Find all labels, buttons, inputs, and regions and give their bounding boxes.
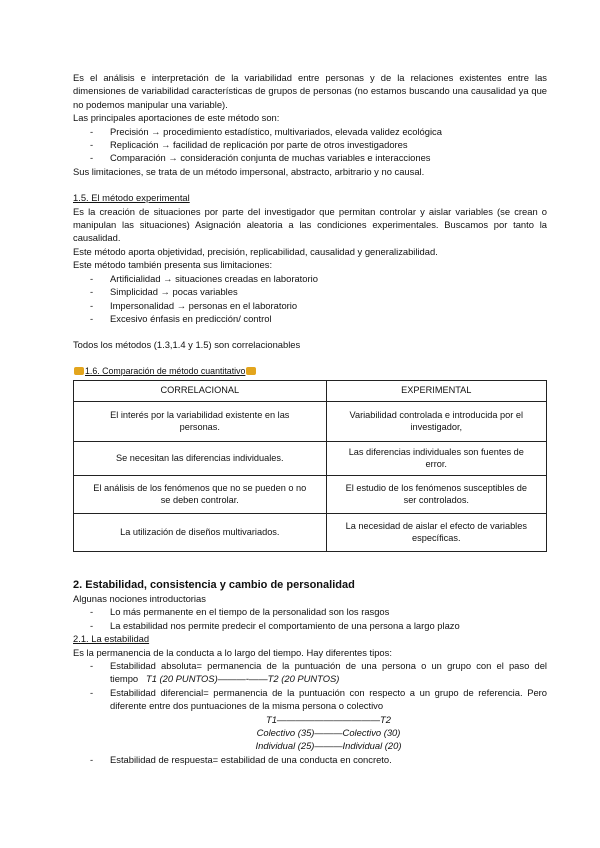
section-heading-2-1: 2.1. La estabilidad [73, 633, 150, 645]
list-item: - Simplicidad → pocas variables [73, 285, 547, 298]
table-row [74, 475, 547, 513]
table-header-cell: CORRELACIONAL [74, 380, 327, 401]
limitaciones-text: Sus limitaciones, se trata de un método impersonal, abstracto, arbitrario y no causal. [73, 165, 425, 177]
list-item: - La estabilidad nos permite predecir el comportamiento de una persona a largo plazo [73, 619, 547, 632]
section-heading-1-6: 1.6. Comparación de método cuantitativo [73, 365, 547, 377]
hand-emoji-icon [246, 367, 256, 375]
table-row [74, 401, 547, 441]
example-line: Individual (25)———Individual (20) [255, 740, 402, 752]
intro-paragraph: Es el análisis e interpretación de la variabilidad entre personas y de la relaciones existentes entre las dimensiones de variabilidad características de grupos de personas (no estamos buscando una causalidad ya que no podemos manipular una variable). [73, 72, 547, 110]
table-cell: Variabilidad controlada e introducida por el investigador, [326, 401, 546, 441]
table-cell: El interés por la variabilidad existente en las personas. [74, 401, 327, 441]
example-line: T1———————————T2 [265, 713, 391, 725]
diferencial-examples [73, 713, 547, 753]
experimental-lim-lead: Este método también presenta sus limitaciones: [73, 259, 273, 271]
experimental-limitaciones-list [73, 272, 547, 326]
list-item-absoluta: - Estabilidad absoluta= permanencia de la puntuación de una persona o un grupo con el paso del tiempo T1 (20 PUNTOS)———-——T2 (20 PUNTOS) [73, 659, 547, 686]
comparison-table [73, 380, 547, 552]
document-page [73, 71, 547, 766]
list-item-diferencial: - Estabilidad diferencial= permanencia de la puntuación con respecto a un grupo de referencia. Pero diferente entre dos puntuaciones de la misma persona o colectivo [73, 686, 547, 713]
experimental-paragraph: Es la creación de situaciones por parte del investigador que permitan controlar y aislar variables (se crean o manipulan las situaciones) Asignación aleatoria a las condiciones experimentales. Buscamos por tanto la causalidad. [73, 205, 547, 244]
table-cell: La necesidad de aislar el efecto de variables específicas. [326, 513, 546, 551]
estabilidad-lead: Es la permanencia de la conducta a lo largo del tiempo. Hay diferentes tipos: [73, 646, 392, 658]
section-heading-2: 2. Estabilidad, consistencia y cambio de personalidad [73, 578, 355, 591]
table-cell: El estudio de los fenómenos susceptibles de ser controlados. [326, 475, 546, 513]
list-item: - Artificialidad → situaciones creadas en laboratorio [73, 272, 547, 285]
table-row [74, 513, 547, 551]
estabilidad-list [73, 659, 547, 713]
aportaciones-lead: Las principales aportaciones de este método son: [73, 112, 280, 124]
nociones-list [73, 605, 547, 632]
aportaciones-list [73, 125, 547, 165]
hand-emoji-icon [74, 367, 84, 375]
table-cell: La utilización de diseños multivariados. [74, 513, 327, 551]
list-item: - Comparación → consideración conjunta de muchas variables e interacciones [73, 151, 547, 164]
list-item: - Excesivo énfasis en predicción/ control [73, 312, 547, 325]
table-cell: Se necesitan las diferencias individuales. [74, 441, 327, 475]
correlacionables-note: Todos los métodos (1.3,1.4 y 1.5) son correlacionables [73, 339, 301, 351]
list-item: - Lo más permanente en el tiempo de la personalidad son los rasgos [73, 605, 547, 618]
table-header-cell: EXPERIMENTAL [326, 380, 546, 401]
example-line: Colectivo (35)———Colectivo (30) [256, 726, 401, 738]
section-heading-1-5: 1.5. El método experimental [73, 192, 190, 204]
table-row [74, 441, 547, 475]
estabilidad-list-cont [73, 753, 547, 766]
list-item: - Replicación → facilidad de replicación por parte de otros investigadores [73, 138, 547, 151]
list-item: - Precisión → procedimiento estadístico, multivariados, elevada validez ecológica [73, 125, 547, 138]
table-cell: El análisis de los fenómenos que no se pueden o no se deben controlar. [74, 475, 327, 513]
experimental-aporta: Este método aporta objetividad, precisión, replicabilidad, causalidad y generalizabilidad. [73, 245, 438, 257]
list-item-respuesta: - Estabilidad de respuesta= estabilidad de una conducta en concreto. [73, 753, 547, 766]
nociones-lead: Algunas nociones introductorias [73, 592, 206, 604]
table-header-row [74, 380, 547, 401]
list-item: - Impersonalidad → personas en el laboratorio [73, 299, 547, 312]
table-cell: Las diferencias individuales son fuentes de error. [326, 441, 546, 475]
